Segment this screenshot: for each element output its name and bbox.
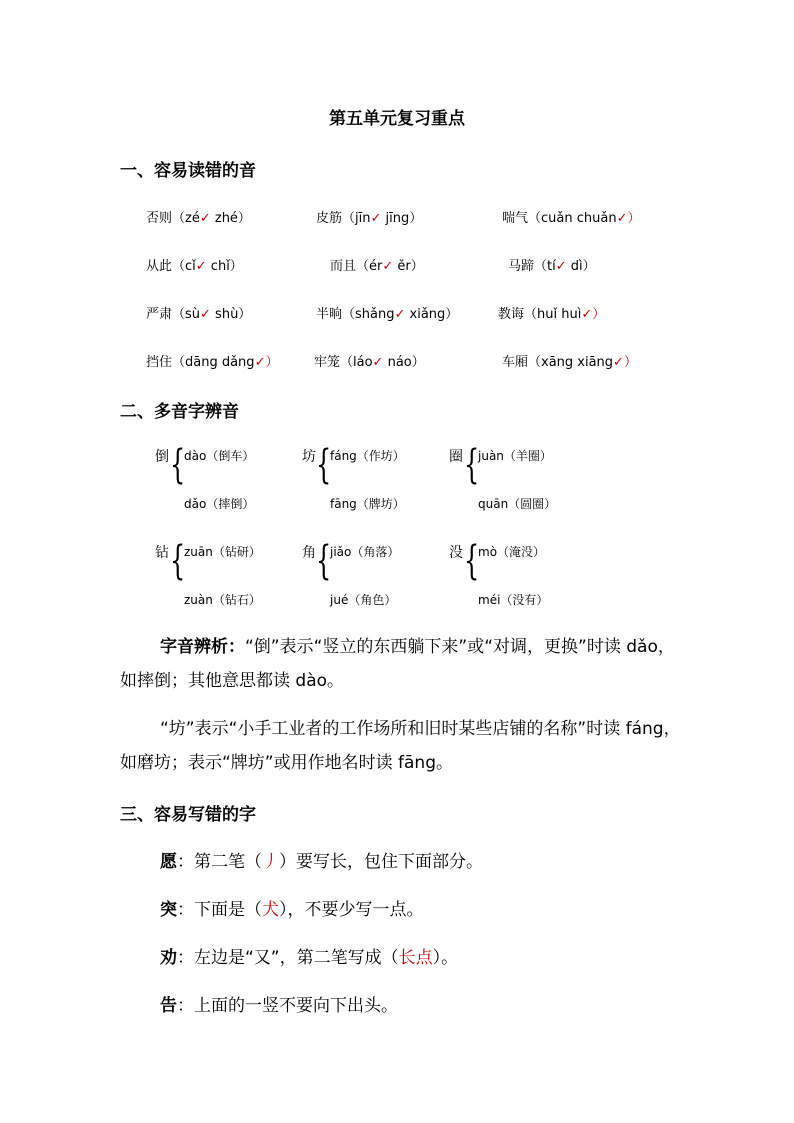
pron-text: xiǎng） [405, 307, 459, 322]
pron-item [502, 207, 640, 226]
page-title: 第五单元复习重点 [329, 109, 465, 129]
check-mark: ✓ [195, 259, 207, 274]
pron-text: 教诲（huǐ huì [498, 307, 582, 322]
writing-char: 愿 [160, 852, 177, 872]
check-mark: ✓ [200, 307, 211, 322]
brace-icon: { [170, 538, 186, 584]
reading-1: dào（倒车） [184, 449, 255, 463]
check-mark: ✓） [616, 211, 641, 226]
polyphone-char: 圈 [449, 449, 463, 465]
reading-1: fáng（作坊） [330, 449, 405, 463]
pron-text: 严肃（sù [146, 307, 201, 322]
writing-text: ：下面是（ [177, 900, 262, 920]
pron-text: jīng） [381, 211, 423, 226]
polyphone-char: 倒 [155, 449, 169, 465]
pron-text: zhé） [210, 211, 251, 226]
brace-icon: { [464, 442, 480, 488]
writing-char: 告 [160, 996, 177, 1016]
polyphone-char: 没 [449, 545, 463, 561]
brace-icon: { [316, 538, 332, 584]
analysis-paragraph-1 [120, 630, 690, 698]
highlight-text: 犬 [262, 900, 279, 920]
writing-text: ）。 [432, 948, 459, 968]
pron-text: 挡住（dāng dǎng [146, 355, 255, 370]
writing-item [160, 991, 398, 1016]
reading-1: juàn（羊圈） [478, 449, 552, 463]
reading-2: dǎo（摔倒） [184, 497, 255, 511]
pron-text: náo） [383, 355, 425, 370]
pron-text: 马蹄（tí [508, 259, 556, 274]
writing-item [160, 847, 483, 872]
pron-text: 皮筋（jīn [316, 211, 371, 226]
pron-item [146, 351, 278, 370]
reading-2: méi（没有） [478, 593, 549, 607]
polyphone-char: 钻 [155, 545, 169, 561]
pron-item [146, 207, 251, 226]
reading-1: jiǎo（角落） [330, 545, 400, 559]
pron-text: 牢笼（láo [314, 355, 373, 370]
brace-icon: { [464, 538, 480, 584]
check-mark: ✓ [372, 355, 384, 370]
pron-text: chǐ） [206, 259, 243, 274]
pron-item [502, 351, 637, 370]
check-mark: ✓） [254, 355, 279, 370]
check-mark: ✓ [370, 211, 382, 226]
pron-text: dì） [566, 259, 596, 274]
pron-text: 车厢（xāng xiāng [502, 355, 614, 370]
reading-2: zuàn（钻石） [184, 593, 261, 607]
writing-text: ），不要少写一点。 [279, 900, 424, 920]
analysis-paragraph-2: “坊”表示“小手工业者的工作场所和旧时某些店铺的名称”时读 fáng，如磨坊；表示“牌坊”或用作地名时读 fāng。 [120, 719, 681, 773]
reading-2: quān（圆圈） [478, 497, 557, 511]
analysis-label: 字音辨析： [160, 637, 245, 657]
writing-item [160, 895, 424, 920]
reading-1: zuān（钻研） [184, 545, 261, 559]
pron-text: shù） [210, 307, 252, 322]
writing-text: ）要写长，包住下面部分。 [279, 852, 483, 872]
pron-item [314, 351, 425, 370]
reading-1: mò（淹没） [478, 545, 546, 559]
pron-item [498, 303, 605, 322]
check-mark: ✓ [555, 259, 567, 274]
check-mark: ✓ [394, 307, 406, 322]
writing-text: ：上面的一竖不要向下出头。 [177, 996, 398, 1016]
pron-text: ěr） [393, 259, 424, 274]
brace-icon: { [170, 442, 186, 488]
pron-item [508, 255, 596, 274]
pron-item [316, 303, 458, 322]
analysis-text: “倒”表示“竖立的东西躺下来”或“对调，更换”时读 dǎo，如摔倒；其他意思都读 dào。 [120, 637, 675, 691]
section-heading-2: 二、多音字辨音 [120, 402, 239, 422]
reading-2: fāng（牌坊） [330, 497, 405, 511]
writing-char: 劝 [160, 948, 177, 968]
polyphone-char: 坊 [302, 449, 316, 465]
section-heading-3: 三、容易写错的字 [120, 805, 256, 825]
pron-text: 否则（zé [146, 211, 200, 226]
check-mark: ✓ [382, 259, 394, 274]
section-heading-1: 一、容易读错的音 [120, 161, 256, 181]
check-mark: ✓ [199, 211, 211, 226]
pron-text: 喘气（cuǎn chuǎn [502, 211, 617, 226]
writing-item [160, 943, 458, 968]
pron-text: 而且（ér [330, 259, 383, 274]
reading-2: jué（角色） [330, 593, 397, 607]
highlight-text: 长点 [398, 948, 433, 968]
pron-item [330, 255, 424, 274]
check-mark: ✓） [581, 307, 606, 322]
pron-item [146, 255, 243, 274]
highlight-text: 丿 [262, 852, 279, 872]
pron-text: 从此（cǐ [146, 259, 196, 274]
writing-text: ：左边是“又”，第二笔写成（ [177, 948, 399, 968]
pron-item [316, 207, 422, 226]
pron-item [146, 303, 251, 322]
check-mark: ✓） [613, 355, 637, 370]
writing-char: 突 [160, 900, 177, 920]
pron-text: 半晌（shǎng [316, 307, 395, 322]
brace-icon: { [316, 442, 332, 488]
polyphone-char: 角 [302, 545, 316, 561]
writing-text: ：第二笔（ [177, 852, 262, 872]
